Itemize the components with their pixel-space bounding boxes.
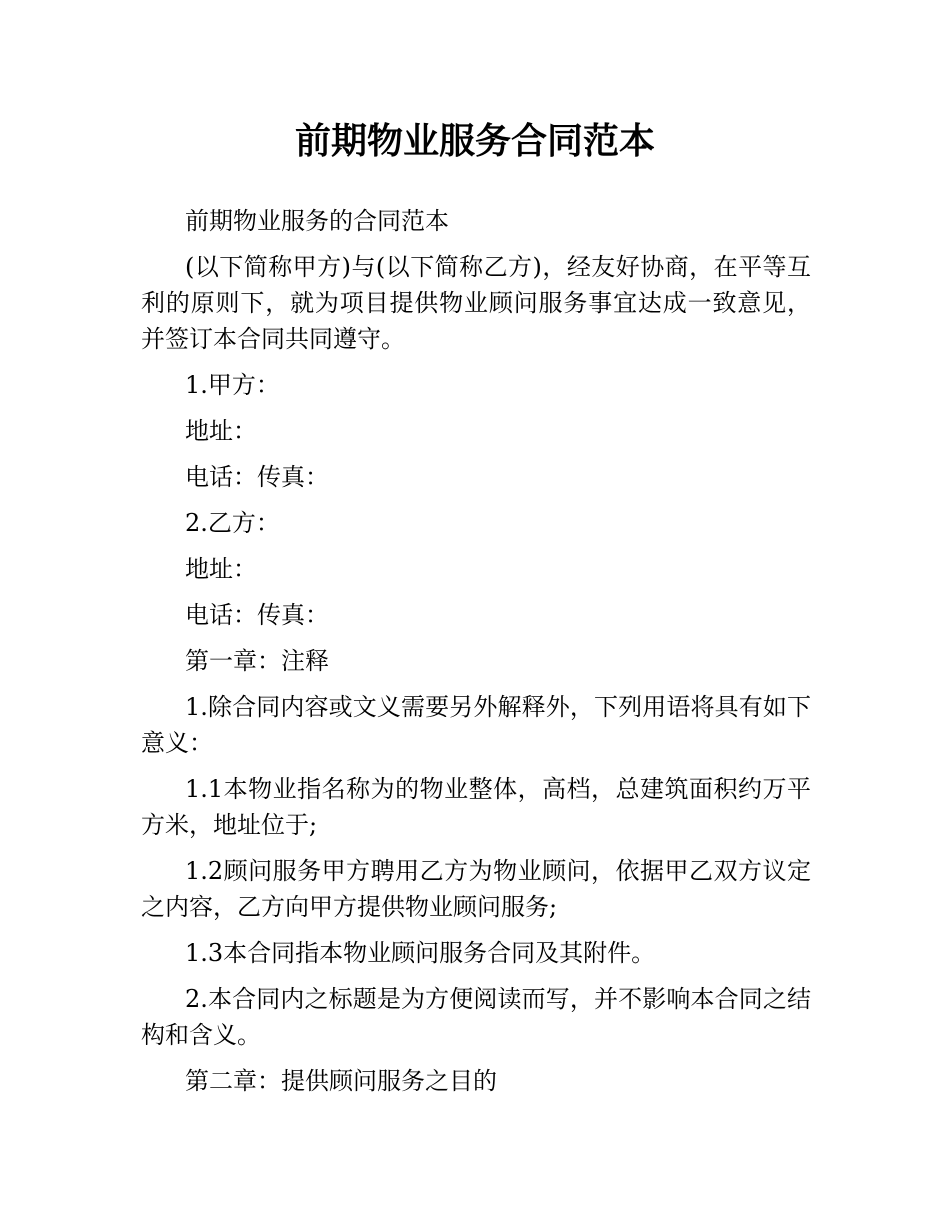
chapter-2-heading: 第二章：提供顾问服务之目的 xyxy=(185,1067,497,1095)
clause-1: 1.除合同内容或文义需要另外解释外，下列用语将具有如下意义： xyxy=(141,693,811,757)
clause-1-2: 1.2顾问服务甲方聘用乙方为物业顾问，依据甲乙双方议定之内容，乙方向甲方提供物业顾问服务; xyxy=(141,857,811,921)
paragraph-party-a-phone-fax: 电话：传真： xyxy=(185,463,329,491)
paragraph-intro: (以下简称甲方)与(以下简称乙方)，经友好协商，在平等互利的原则下，就为项目提供物业顾问服务事宜达成一致意见，并签订本合同共同遵守。 xyxy=(141,253,811,353)
paragraph-party-a-address: 地址： xyxy=(185,417,257,445)
clause-2: 2.本合同内之标题是为方便阅读而写，并不影响本合同之结构和含义。 xyxy=(141,985,811,1049)
chapter-1-heading: 第一章：注释 xyxy=(185,647,329,675)
paragraph-party-b-address: 地址： xyxy=(185,555,257,583)
paragraph-party-b-phone-fax: 电话：传真： xyxy=(185,601,329,629)
paragraph-subtitle: 前期物业服务的合同范本 xyxy=(185,207,449,235)
clause-1-3: 1.3本合同指本物业顾问服务合同及其附件。 xyxy=(185,939,656,967)
document-body xyxy=(141,203,811,1109)
paragraph-party-b: 2.乙方： xyxy=(185,509,280,537)
clause-1-1: 1.1本物业指名称为的物业整体，高档，总建筑面积约万平方米，地址位于; xyxy=(141,775,811,839)
document-title: 前期物业服务合同范本 xyxy=(294,121,655,162)
paragraph-party-a: 1.甲方： xyxy=(185,371,280,399)
